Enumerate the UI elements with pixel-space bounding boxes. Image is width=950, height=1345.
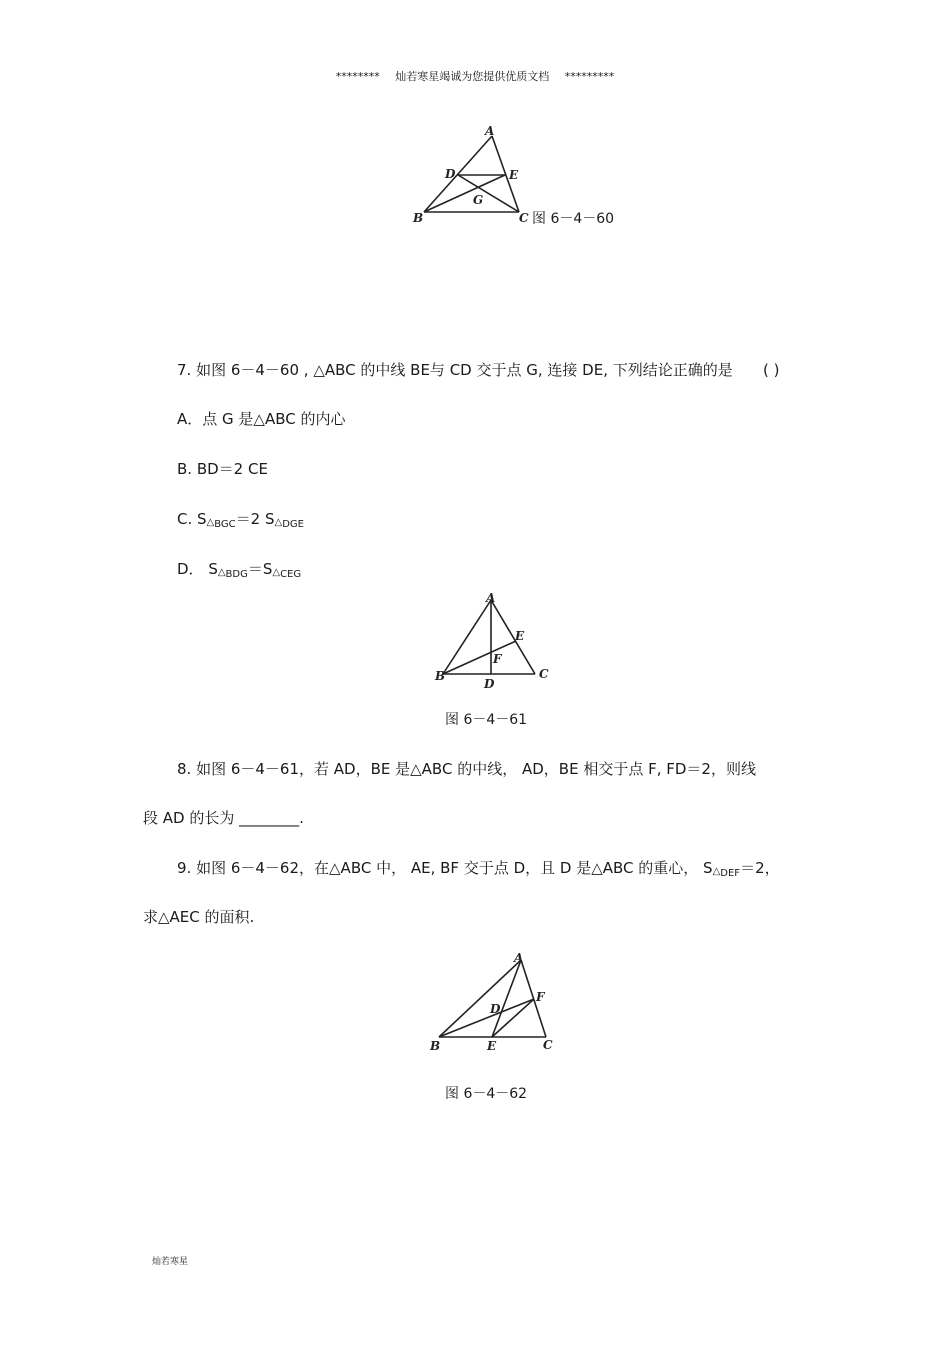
label-C: C: [519, 211, 529, 225]
option-b: B. BD＝2 CE: [177, 460, 268, 478]
figure-caption-61: 图 6－4－61: [445, 712, 528, 728]
figure-caption-60: 图 6－4－60: [532, 211, 615, 227]
figure-caption-62: 图 6－4－62: [445, 1086, 528, 1102]
label-G: G: [473, 193, 484, 207]
option-d: D． $S\triangle_{BDG}=S\triangle_{CEG}$: [177, 560, 302, 580]
label-E: E: [487, 1039, 497, 1053]
label-C: C: [543, 1038, 553, 1052]
page-header: [0, 68, 950, 84]
question-9-line2: 求△AEC 的面积.: [143, 908, 255, 926]
label-B: B: [413, 211, 424, 225]
question-9-line1: 9. 如图 6－4－62，在△ABC 中， AE, BF 交于点 D，且 D 是△ABC 的重心， $S\triangle_{DEF}=2$，: [177, 859, 780, 879]
label-D: D: [484, 677, 495, 691]
label-A: A: [485, 124, 495, 138]
header-stars-right: *********: [564, 70, 615, 83]
figure-6-4-62: [425, 950, 565, 1060]
question-8-line1: 8. 如图 6－4－61，若 AD，BE 是△ABC 的中线， AD，BE 相交于点 F, FD＝2，则线: [177, 760, 756, 778]
label-C: C: [539, 667, 549, 681]
page-footer: 灿若寒星: [152, 1257, 189, 1267]
triangle-diagram-61: [425, 588, 565, 693]
figure-6-4-61: [425, 588, 565, 693]
label-F: F: [493, 652, 502, 666]
question-7-bracket: ( ): [763, 361, 780, 379]
option-c: C. $S\triangle_{BGC}=2$ $S\triangle_{DGE}$: [177, 510, 304, 530]
label-A: A: [486, 591, 496, 605]
label-D: D: [490, 1002, 501, 1016]
label-E: E: [515, 629, 525, 643]
header-stars-left: ********: [335, 70, 380, 83]
question-7-stem: 7. 如图 6－4－60 , △ABC 的中线 BE与 CD 交于点 G, 连接 DE, 下列结论正确的是: [177, 361, 733, 379]
label-E: E: [509, 168, 519, 182]
label-F: F: [536, 990, 545, 1004]
header-title: 灿若寒星竭诚为您提供优质文档: [395, 70, 550, 83]
label-B: B: [435, 669, 446, 683]
question-8-line2: 段 AD 的长为 ________.: [143, 809, 304, 827]
label-B: B: [430, 1039, 441, 1053]
option-a: A．点 G 是△ABC 的内心: [177, 410, 346, 428]
figure-6-4-60: [405, 122, 645, 232]
label-A: A: [514, 951, 524, 965]
label-D: D: [445, 167, 456, 181]
triangle-diagram-62: [425, 950, 565, 1060]
